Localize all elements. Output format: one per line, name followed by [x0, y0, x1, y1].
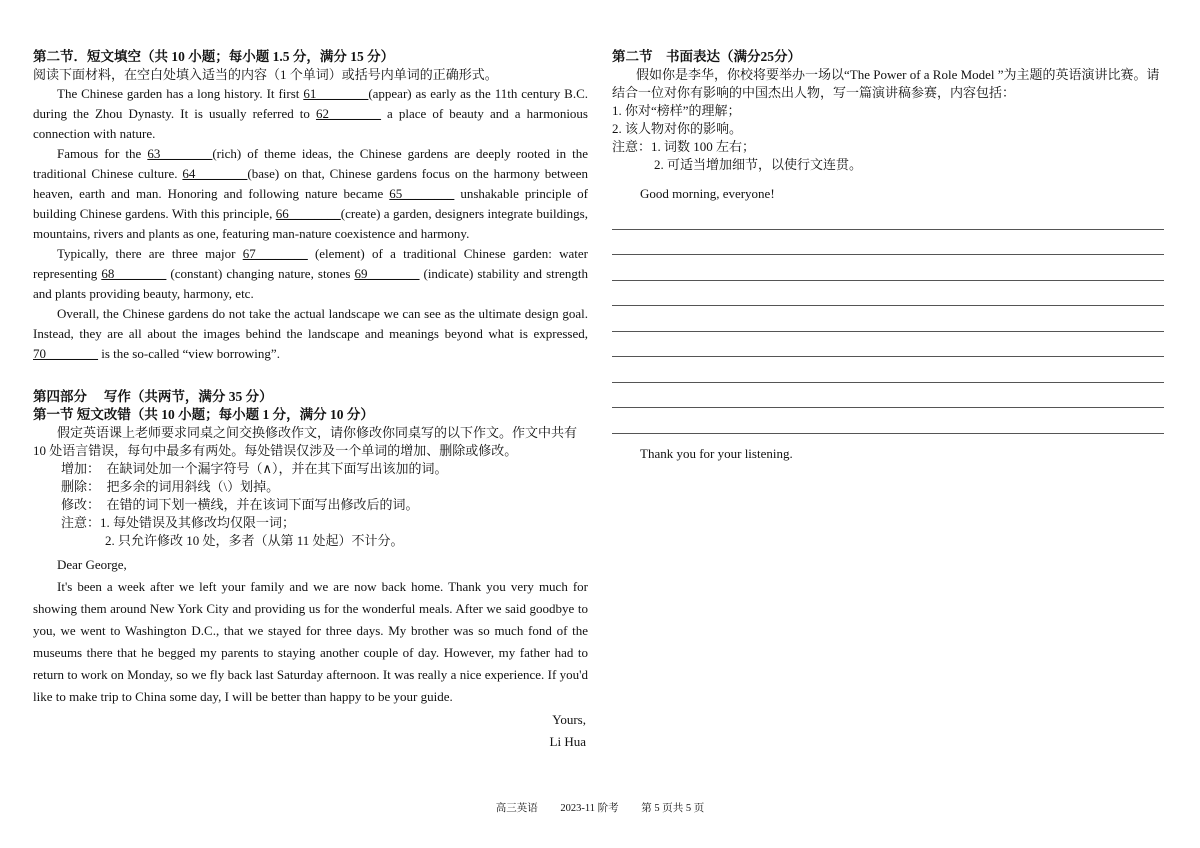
section2-writing-title: 第二节 书面表达（满分25分） — [612, 49, 801, 64]
rule-modify: 修改： 在错的词下划一横线，并在该词下面写出修改后的词。 — [61, 497, 419, 512]
passage-paragraph-1: The Chinese garden has a long history. It first 61________(appear) as early as the 11th century B.C. during the Zhou Dynasty. It is usually referred to 62________ a place of beauty and a harmonious connection with nature. — [33, 86, 588, 141]
section2-fill-title: 第二节．短文填空（共 10 小题；每小题 1.5 分，满分 15 分） — [33, 49, 395, 64]
blank-68: 68________ — [101, 266, 167, 281]
answer-line — [612, 331, 1164, 332]
rule-add: 增加： 在缺词处加一个漏字符号（∧），并在其下面写出该加的词。 — [61, 461, 448, 476]
letter-greeting: Dear George, — [57, 557, 127, 572]
blank-61: 61________ — [303, 86, 369, 101]
answer-line — [612, 382, 1164, 383]
writing-note-2: 2. 可适当增加细节，以使行文连贯。 — [654, 157, 863, 172]
answer-line — [612, 280, 1164, 281]
speech-ending: Thank you for your listening. — [640, 445, 793, 461]
answer-line — [612, 305, 1164, 306]
section2-instruction: 阅读下面材料，在空白处填入适当的内容（1 个单词）或括号内单词的正确形式。 — [33, 67, 498, 82]
rule-delete: 删除： 把多余的词用斜线（\）划掉。 — [61, 479, 280, 494]
footer-page-number: 第 5 页共 5 页 — [641, 803, 705, 814]
blank-67: 67________ — [242, 246, 308, 261]
passage-paragraph-4: Overall, the Chinese gardens do not take the actual landscape we can see as the ultimate design goal. Instead, they are all about the images behind the landscape and meanings beyond what is expressed, 70________ is the so-called “view borrowing”. — [33, 306, 588, 361]
writing-prompt: 假如你是李华，你校将要举办一场以“The Power of a Role Model ”为主题的英语演讲比赛。请结合一位对你有影响的中国杰出人物，写一篇演讲稿参赛，内容包括： — [612, 67, 1160, 100]
left-column — [33, 48, 588, 753]
letter-closing: Yours, — [552, 712, 586, 727]
answer-line — [612, 254, 1164, 255]
prompt-item-2: 2. 该人物对你的影响。 — [612, 121, 743, 136]
speech-opening: Good morning, everyone! — [640, 186, 775, 201]
answer-line — [612, 356, 1164, 357]
page-footer — [0, 800, 1200, 815]
right-column — [612, 48, 1164, 464]
blank-66: 66________ — [275, 206, 341, 221]
part4-title: 第四部分 写作（共两节，满分 35 分） — [33, 389, 273, 404]
passage-paragraph-3: Typically, there are three major 67________ (element) of a traditional Chinese garden: water representing 68________ (constant) changing nature, stones 69________ (indicate) stability and strength and plants providing beauty, harmony, etc. — [33, 246, 588, 301]
answer-lines — [612, 229, 1164, 434]
section1-instruction: 假定英语课上老师要求同桌之间交换修改作文，请你修改你同桌写的以下作文。作文中共有 10 处语言错误，每句中最多有两处。每处错误仅涉及一个单词的增加、删除或修改。 — [33, 425, 578, 458]
blank-69: 69________ — [354, 266, 420, 281]
passage-paragraph-2: Famous for the 63________(rich) of theme ideas, the Chinese gardens are deeply rooted in the traditional Chinese culture. 64________(base) on that, Chinese gardens focus on the harmony between heaven, earth and man. Honoring and following nature became 65________ unshakable principle of building Chinese gardens. With this principle, 66________(create) a garden, designers integrate buildings, mountains, rivers and plants as one, featuring man-nature coexistence and harmony. — [33, 146, 589, 241]
answer-line — [612, 229, 1164, 230]
section1-correction-title: 第一节 短文改错（共 10 小题；每小题 1 分，满分 10 分） — [33, 407, 374, 422]
writing-note-1: 注意：1. 词数 100 左右； — [612, 139, 756, 154]
letter-body: It's been a week after we left your family and we are now back home. Thank you very much for showing them around New York City and providing us for the wonderful meals. After we said goodbye to you, we went to Washington D.C., that we stayed for three days. My brother was so much fond of the museums there that he begged my parents to staying another couple of day. However, my father had to return to work on Monday, so we fly back last Saturday afternoon. It was really a nice experience. If you'd like to make trip to China some day, I will be better than happy to be your guide. — [33, 579, 588, 704]
blank-62: 62________ — [315, 106, 381, 121]
letter-signature: Li Hua — [549, 734, 586, 749]
note-1: 注意：1. 每处错误及其修改均仅限一词； — [61, 515, 296, 530]
blank-65: 65________ — [389, 186, 455, 201]
blank-70: 70________ — [33, 346, 98, 361]
blank-63: 63________ — [147, 146, 213, 161]
note-2: 2. 只允许修改 10 处，多者（从第 11 处起）不计分。 — [105, 533, 404, 548]
answer-line — [612, 433, 1164, 434]
answer-line — [612, 407, 1164, 408]
prompt-item-1: 1. 你对“榜样”的理解； — [612, 103, 741, 118]
blank-64: 64________ — [182, 166, 248, 181]
footer-exam: 2023-11 阶考 — [560, 803, 619, 814]
footer-subject: 高三英语 — [495, 803, 538, 814]
